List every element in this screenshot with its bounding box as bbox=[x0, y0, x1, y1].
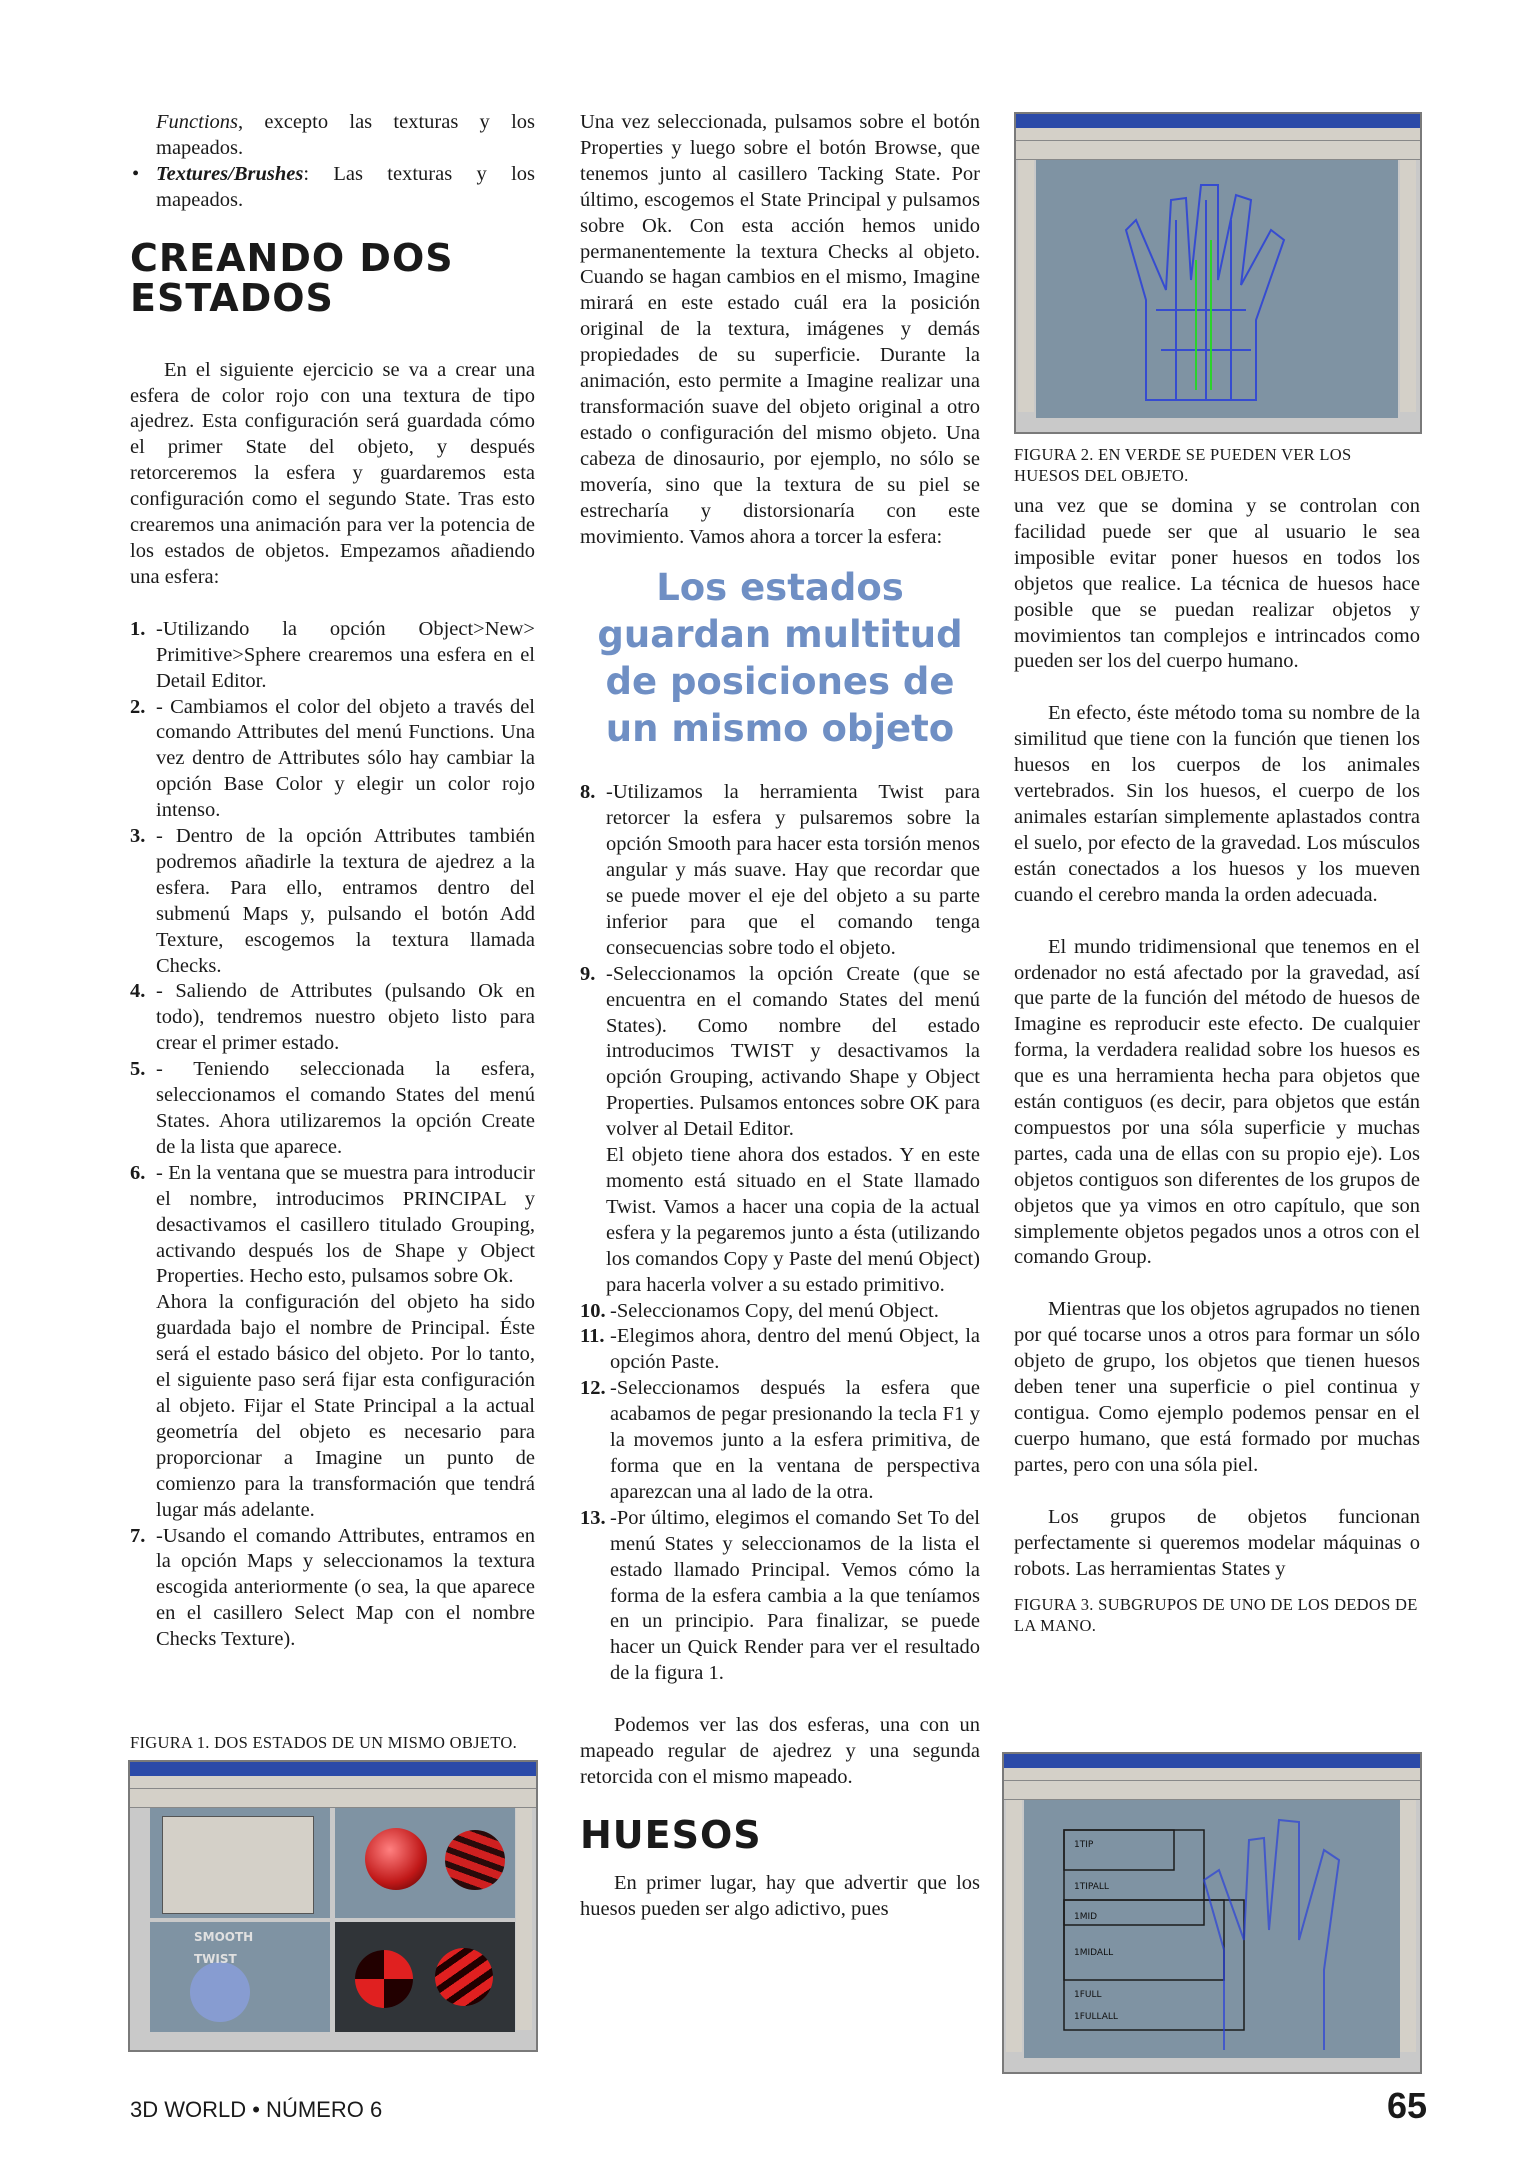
figure-3-screenshot bbox=[1002, 1752, 1422, 2074]
window-titlebar bbox=[1016, 114, 1420, 128]
window-titlebar bbox=[1004, 1754, 1420, 1768]
left-toolbar bbox=[1018, 160, 1034, 412]
magazine-footer: 3D WORLD • NÚMERO 6 bbox=[130, 2097, 383, 2122]
paragraph-3: El mundo tridimensional que tenemos en el ordenador no está afectado por la gravedad, así que parte de la función del método de huesos de Imagine es reproducir este efecto. De cualquier forma, la verdadera realidad sobre los huesos es que es una herramienta hecha para objetos que están contiguos (es decir, para objetos que están compuestos por una sóla superficie y muchas partes, cada una de ellas con su propio eje). Los objetos contiguos son diferentes de los grupos de objetos que ya vimos en otro capítulo, que son simplemente objetos pegados unos a otros con el comando Group. bbox=[1014, 935, 1420, 1269]
paragraph-1: Una vez seleccionada, pulsamos sobre el botón Properties y luego sobre el botón Browse, que tenemos junto al casillero Tacking State. Por último, escogemos el State Principal y pulsamos sobre Ok. Con esta acción hemos unido permanentemente la textura Checks al objeto. Cuando se hagan cambios en el mismo, Imagine mirará en este estado cuál era la posición original de la textura, imágenes y demás propiedades de su superficie. Durante la animación, esto permite a Imagine realizar una transformación suave del objeto original a otro estado o configuración del mismo objeto. Una cabeza de dinosaurio, por ejemplo, no sólo se movería, sino que la textura de su piel se estrecharía y distorsionaría con este movimiento. Vamos ahora a torcer la esfera: bbox=[580, 111, 980, 548]
step-10: 10. -Seleccionamos Copy, del menú Object. bbox=[580, 1299, 939, 1322]
step-6: 6. - En la ventana que se muestra para introducir el nombre, introducimos PRINCIPAL y desactivamos el casillero titulado Grouping, activando después los de Shape y Object Properties. Hecho esto, pulsamos sobre Ok. bbox=[130, 1161, 535, 1288]
dialog-box bbox=[162, 1816, 314, 1914]
step-7: 7. -Usando el comando Attributes, entramos en la opción Maps y seleccionamos la textura escogida anteriormente (o sea, la que aparece en el casillero Select Map con el nombre Checks Texture). bbox=[130, 1524, 535, 1651]
continued-text: Functions, excepto las texturas y los mapeados. bbox=[156, 111, 535, 159]
page-number: 65 bbox=[1386, 2085, 1427, 2126]
label-smooth: SMOOTH bbox=[194, 1930, 254, 1944]
subgroup-label: 1MIDALL bbox=[1074, 1948, 1114, 1958]
step-1: 1. -Utilizando la opción Object>New> Primitive>Sphere crearemos una esfera en el Detail Editor. bbox=[130, 617, 535, 692]
column-3 bbox=[1014, 444, 1420, 1636]
figure-1-caption: FIGURA 1. DOS ESTADOS DE UN MISMO OBJETO. bbox=[130, 1733, 518, 1752]
pull-quote: Los estados guardan multitud de posiciones de un mismo objeto bbox=[597, 566, 963, 751]
column-1 bbox=[130, 110, 535, 1653]
section-heading: CREANDO DOS ESTADOS bbox=[130, 235, 454, 320]
wire-sphere bbox=[190, 1962, 250, 2022]
paragraph-2: En efecto, éste método toma su nombre de la similitud que tiene con la función que tienen los huesos en los cuerpos de los animales vertebrados. Sin los huesos, el cuerpo de los animales estarían simplemente aplastados contra el suelo, por efecto de la gravedad. Los músculos están conectados a los huesos y los mueven cuando el cerebro manda la orden adecuada. bbox=[1014, 702, 1420, 906]
step-8: 8. -Utilizamos la herramienta Twist para retorcer la esfera y pulsaremos sobre la opción Smooth para hacer esta torsión menos angular y más suave. Hay que recordar que se puede mover el eje del objeto a su parte inferior para que el comando tenga consecuencias sobre todo el objeto. bbox=[580, 781, 980, 959]
intro-paragraph: En el siguiente ejercicio se va a crear una esfera de color rojo con una textura de tipo ajedrez. Esta configuración será guardada cómo el primer State del objeto, y después retorceremos la esfera y guardaremos esta configuración como el segundo State. Tras esto crearemos una animación para ver la potencia de los estados de objetos. Empezamos añadiendo una esfera: bbox=[130, 358, 535, 588]
label-twist: TWIST bbox=[194, 1952, 237, 1966]
viewport-top-right bbox=[335, 1808, 515, 1918]
render-sphere-twist bbox=[435, 1948, 493, 2006]
paragraph-2: Podemos ver las dos esferas, una con un mapeado regular de ajedrez y una segunda retorcida con el mismo mapeado. bbox=[580, 1714, 980, 1788]
figure-3-caption: FIGURA 3. SUBGRUPOS DE UNO DE LOS DEDOS DE LA MANO. bbox=[1014, 1595, 1418, 1636]
paragraph-1: una vez que se domina y se controlan con facilidad puede ser que al usuario le sea imposible evitar poner huesos en todos los objetos que realice. La técnica de huesos hace posible que se puedan realizar objetos y movimientos tan complejos e intrincados como pueden ser los del cuerpo humano. bbox=[1014, 495, 1420, 673]
toolbar bbox=[1004, 1781, 1420, 1800]
window-titlebar bbox=[130, 1762, 536, 1776]
figure-2-caption: FIGURA 2. EN VERDE SE PUEDEN VER LOS HUESOS DEL OBJETO. bbox=[1014, 445, 1352, 485]
hand-wireframe bbox=[1036, 160, 1398, 418]
subgroup-label: 1TIPALL bbox=[1074, 1882, 1109, 1892]
viewport-bottom-left bbox=[150, 1922, 330, 2032]
subgroup-label: 1FULL bbox=[1074, 1990, 1102, 2000]
bullet-item: • Textures/Brushes: Las texturas y los mapeados. bbox=[132, 162, 535, 211]
column-2 bbox=[580, 110, 980, 1923]
step-5: 5. - Teniendo seleccionada la esfera, seleccionamos el comando States del menú States. Ahora utilizaremos la opción Create de la lista que aparece. bbox=[130, 1058, 535, 1158]
step-11: 11. -Elegimos ahora, dentro del menú Object, la opción Paste. bbox=[580, 1325, 980, 1374]
figure-1-screenshot bbox=[128, 1760, 538, 2052]
step-9: 9. -Seleccionamos la opción Create (que se encuentra en el comando States del menú States). Como nombre del estado introducimos TWIST y desactivamos la opción Grouping, activando Shape y Object Properties. Pulsamos entonces sobre OK para volver al Detail Editor. bbox=[580, 962, 980, 1141]
side-toolbar bbox=[1400, 1800, 1416, 2052]
section-heading-huesos: HUESOS bbox=[580, 1812, 762, 1857]
side-toolbar bbox=[516, 1808, 532, 2030]
render-sphere-checker bbox=[355, 1950, 413, 2008]
sphere-smooth bbox=[365, 1828, 427, 1890]
menu-bar bbox=[1004, 1768, 1420, 1781]
step-3: 3. - Dentro de la opción Attributes también podremos añadirle la textura de ajedrez a la esfera. Para ello, entramos dentro del submenú Maps y, pulsando el botón Add Texture, escogemos la textura llamada Checks. bbox=[130, 825, 535, 977]
paragraph-5: Los grupos de objetos funcionan perfectamente si queremos modelar máquinas o robots. Las herramientas States y bbox=[1014, 1505, 1420, 1580]
step-9-continued: El objeto tiene ahora dos estados. Y en este momento está situado en el State llamado Twist. Vamos a hacer una copia de la actual esfera y la pegaremos junto a ésta (utilizando los comandos Copy y Paste del menú Object) para hacerla volver a su estado primitivo. bbox=[606, 1144, 980, 1296]
subgroup-label: 1TIP bbox=[1074, 1840, 1094, 1850]
menu-bar bbox=[1016, 128, 1420, 141]
step-2: 2. - Cambiamos el color del objeto a través del comando Attributes del menú Functions. Una vez dentro de Attributes sólo hay cambiar la opción Base Color y elegir un color rojo intenso. bbox=[130, 695, 535, 822]
subgroup-label: 1FULLALL bbox=[1074, 2012, 1118, 2022]
menu-bar bbox=[130, 1776, 536, 1789]
toolbar bbox=[1016, 141, 1420, 160]
figure-2-screenshot bbox=[1014, 112, 1422, 434]
sphere-twist bbox=[445, 1830, 505, 1890]
paragraph-3: En primer lugar, hay que advertir que los huesos pueden ser algo adictivo, pues bbox=[580, 1871, 980, 1920]
side-toolbar bbox=[1400, 160, 1416, 412]
left-toolbar bbox=[1006, 1800, 1022, 2052]
hand-viewport bbox=[1036, 160, 1398, 418]
viewport-bottom-right bbox=[335, 1922, 515, 2032]
paragraph-4: Mientras que los objetos agrupados no tienen por qué tocarse unos a otros para formar un sólo objeto de grupo, los objetos que tienen huesos deben tener una superficie o piel continua y contigua. Como ejemplo podemos pensar en el cuerpo humano, que está formado por muchas partes, pero con una sóla piel. bbox=[1014, 1298, 1420, 1476]
step-4: 4. - Saliendo de Attributes (pulsando Ok en todo), tendremos nuestro objeto listo para crear el primer estado. bbox=[130, 980, 535, 1055]
step-6-continued: Ahora la configuración del objeto ha sido guardada bajo el nombre de Principal. Éste será el estado básico del objeto. Por lo tanto, el siguiente paso será fijar esta configuración al objeto. Fijar el State Principal a la actual geometría del objeto es necesario para proporcionar a Imagine un punto de comienzo para la transformación que tendrá lugar más adelante. bbox=[156, 1291, 535, 1521]
subgroup-viewport bbox=[1024, 1800, 1400, 2058]
viewport-top-left bbox=[150, 1808, 330, 1918]
step-12: 12. -Seleccionamos después la esfera que acabamos de pegar presionando la tecla F1 y la movemos junto a la esfera primitiva, de forma que en la ventana de perspectiva aparezcan una al lado de la otra. bbox=[580, 1377, 980, 1503]
subgroup-label: 1MID bbox=[1074, 1912, 1098, 1922]
step-13: 13. -Por último, elegimos el comando Set To del menú States y seleccionamos de la lista el estado llamado Principal. Vemos cómo la forma de la esfera cambia a la que teníamos en un principio. Para finalizar, se puede hacer un Quick Render para ver el resultado de la figura 1. bbox=[580, 1506, 980, 1685]
toolbar bbox=[130, 1789, 536, 1808]
